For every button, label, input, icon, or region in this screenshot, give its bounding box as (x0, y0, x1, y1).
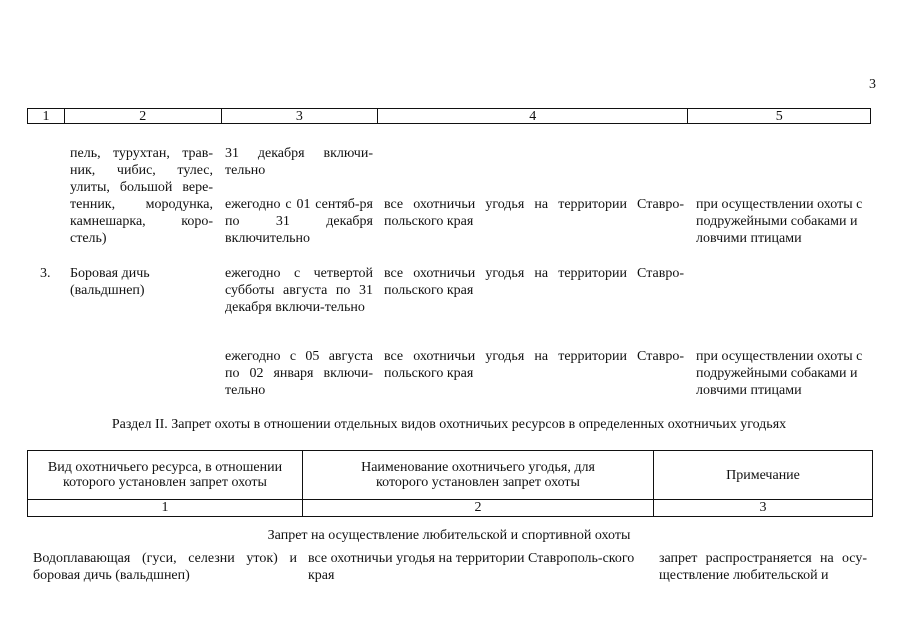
period-text: ежегодно с 05 августа по 02 января включи-тельно (225, 349, 373, 398)
restricted-territory: все охотничьи угодья на территории Ставрополь-ского края (308, 551, 635, 583)
page-number: 3 (869, 77, 876, 92)
period-end-text: 31 декабря включи-тельно (225, 146, 373, 178)
index-cell-1: 1 (28, 499, 303, 516)
territory-text: все охотничьи угодья на территории Ставро-польского края (384, 349, 684, 381)
column-number-row (27, 108, 871, 124)
header-resource-type (28, 451, 303, 499)
restricted-species: Водоплавающая (гуси, селезни уток) и боровая дичь (вальдшнеп) (33, 551, 297, 583)
territory-text: все охотничьи угодья на территории Ставро-польского края (384, 197, 684, 229)
column-number-3: 3 (222, 109, 379, 123)
header-hunting-ground-label: Наименование охотничьего угодья, для которого установлен запрет охоты (361, 460, 595, 490)
column-number-4: 4 (378, 109, 688, 123)
header-hunting-ground (303, 451, 654, 499)
index-cell-3: 3 (654, 499, 872, 516)
column-number-5: 5 (775, 109, 783, 124)
period-text: ежегодно с 01 сентяб-ря по 31 декабря включительно (225, 197, 373, 246)
column-number-2: 2 (65, 109, 222, 123)
species-list-continued: пель, турухтан, трав-ник, чибис, тулес, улиты, большой вере-тенник, мородунка, камнешарка, коро-стель) (70, 146, 213, 246)
section-title: Раздел II. Запрет охоты в отношении отдельных видов охотничьих ресурсов в определенных охотничьих угодьях (111, 417, 787, 432)
territory-text: все охотничьи угодья на территории Ставро-польского края (384, 266, 684, 298)
index-cell-2: 2 (303, 499, 654, 516)
header-note (654, 451, 872, 499)
period-text: ежегодно с четвертой субботы августа по 31 декабря включи-тельно (225, 266, 373, 315)
note-text: при осуществлении охоты с подружейными собаками и ловчими птицами (696, 197, 863, 246)
restriction-note: запрет распространяется на осу-ществление любительской и (659, 551, 867, 583)
species-name: Боровая дичь (вальдшнеп) (70, 266, 150, 298)
restrictions-table-header (27, 450, 873, 517)
header-note-label: Примечание (726, 467, 800, 483)
row-number: 3. (40, 266, 51, 281)
header-resource-type-label: Вид охотничьего ресурса, в отношении которого установлен запрет охоты (47, 460, 283, 490)
note-text: при осуществлении охоты с подружейными собаками и ловчими птицами (696, 349, 863, 398)
column-number-1: 1 (28, 109, 65, 123)
subheading: Запрет на осуществление любительской и спортивной охоты (267, 528, 631, 543)
